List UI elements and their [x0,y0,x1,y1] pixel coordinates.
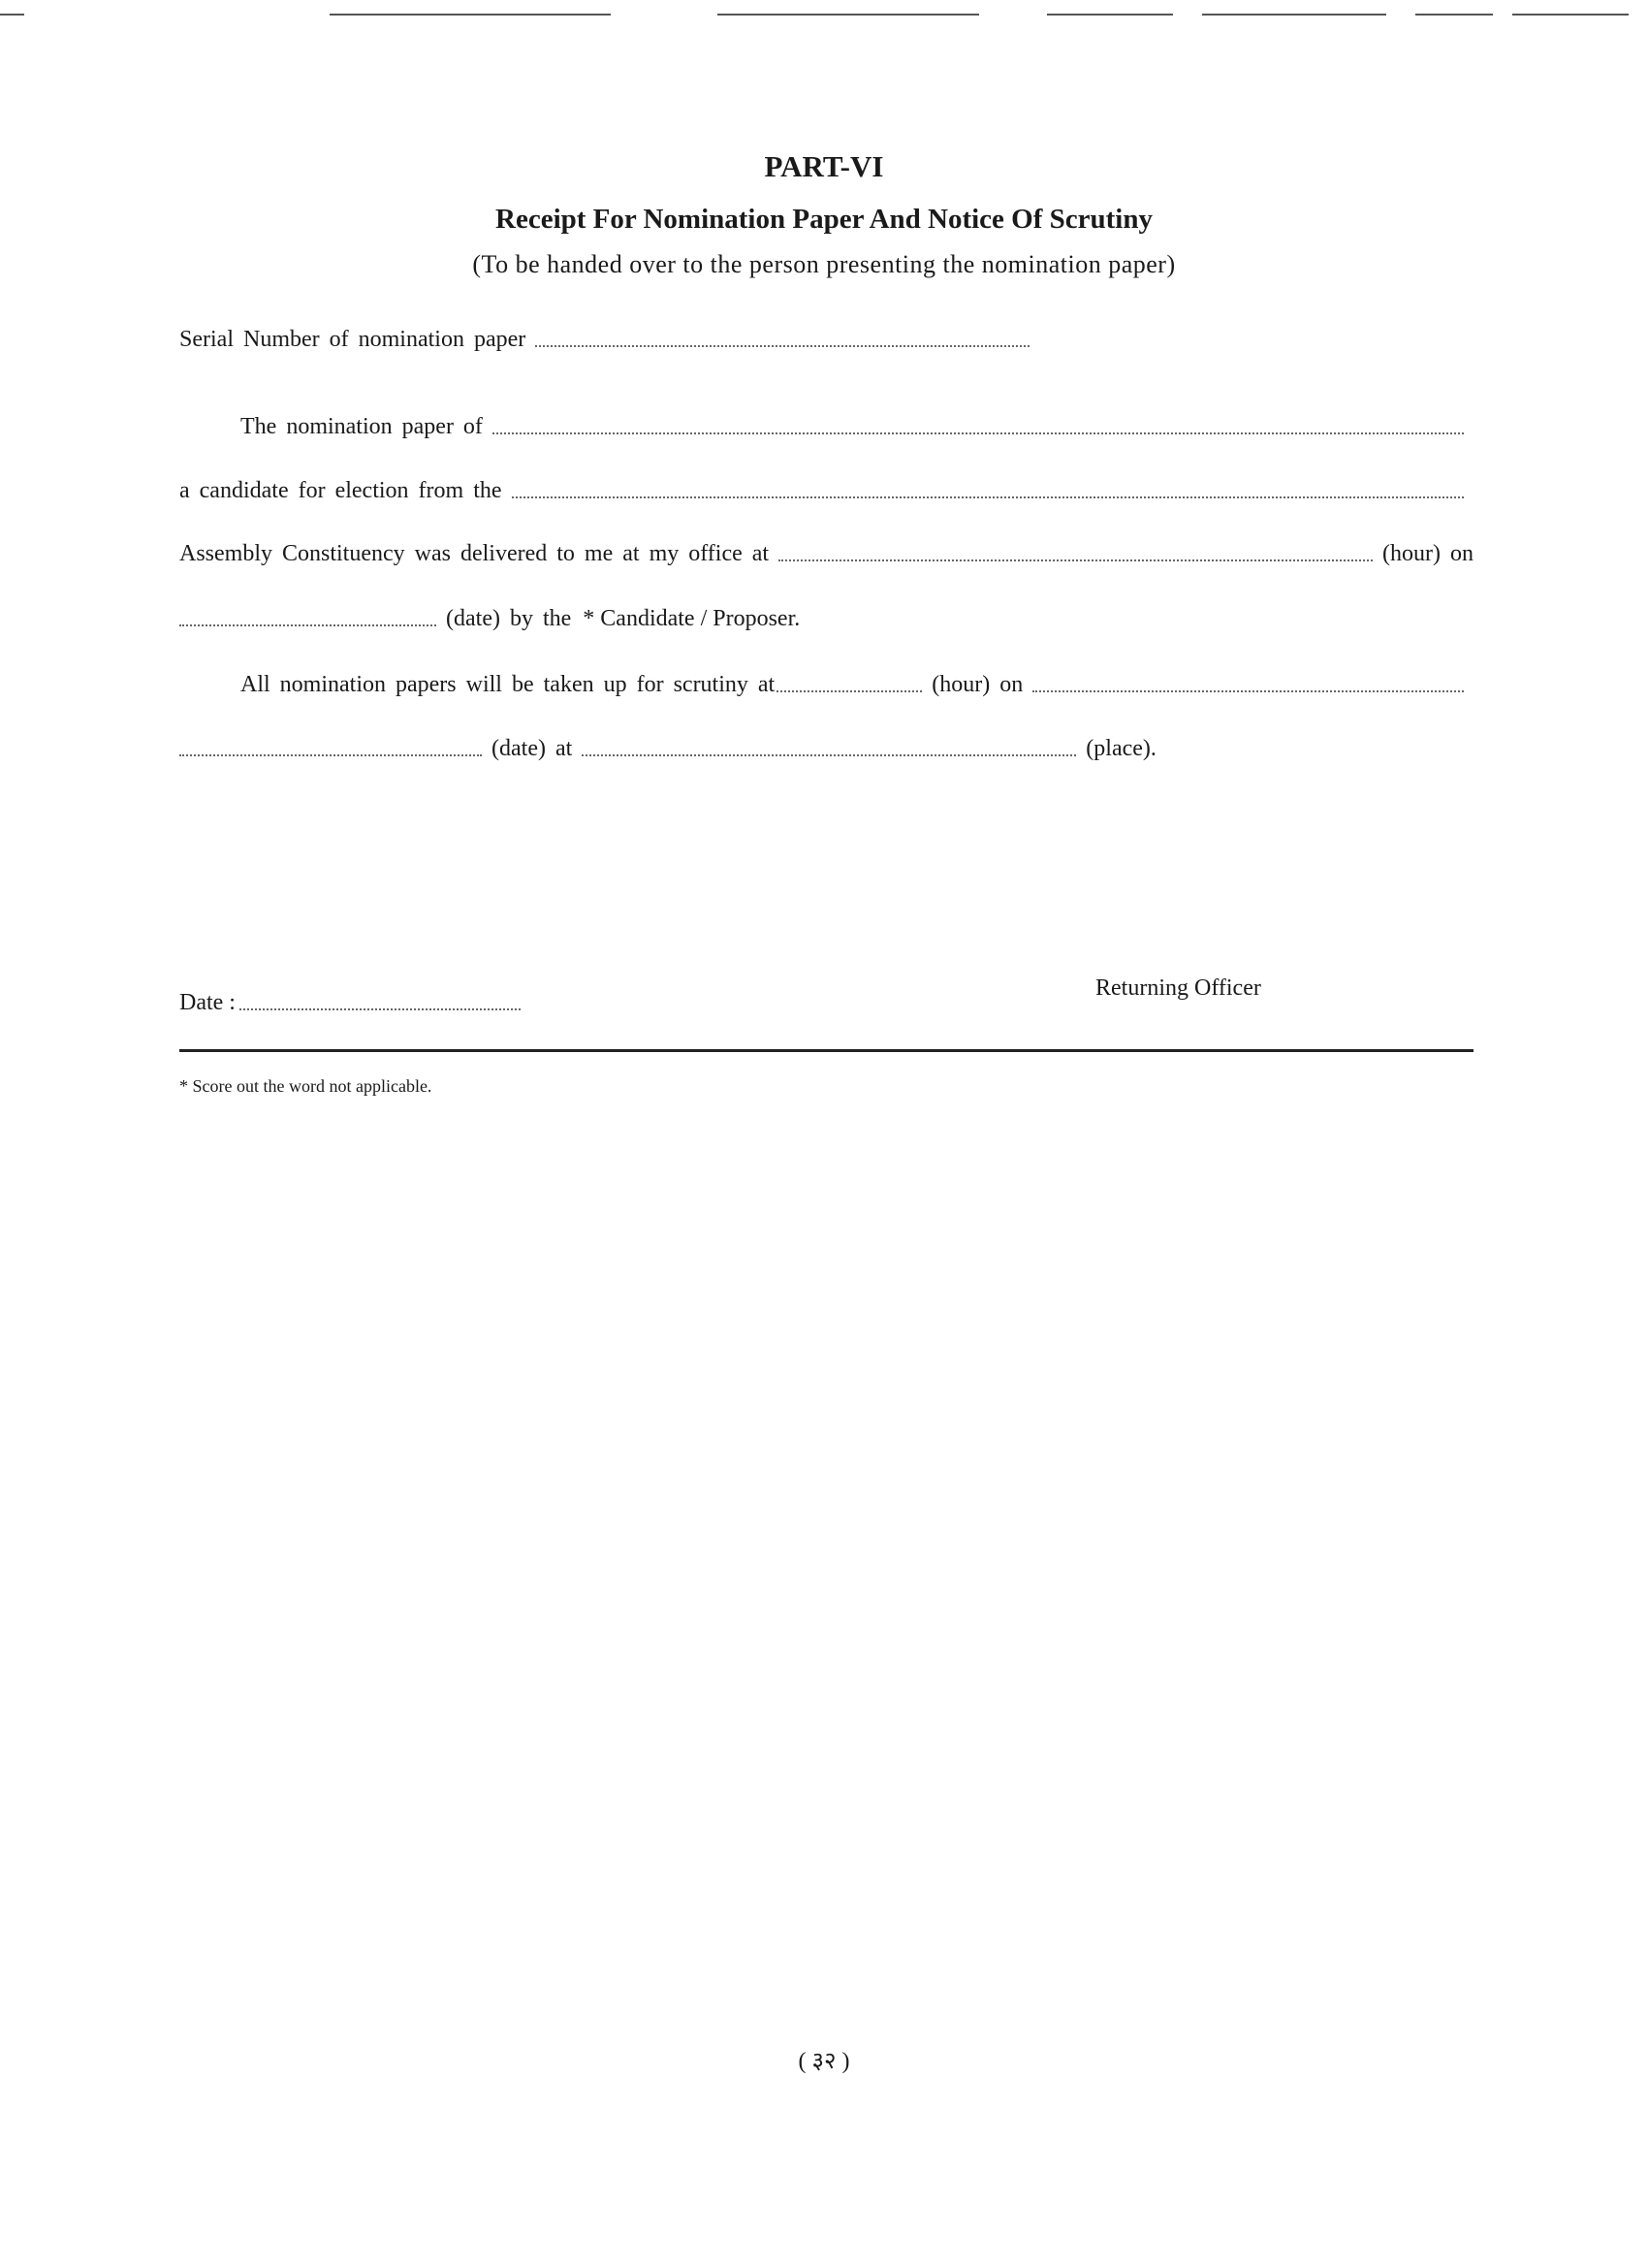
scrutiny-date-blank-2[interactable] [179,754,482,756]
form-title: Receipt For Nomination Paper And Notice Of Scrutiny [495,204,1153,235]
signature-date-blank[interactable] [239,1008,521,1010]
nomination-of-line [179,407,1474,440]
returning-officer-label: Returning Officer [1095,975,1261,1001]
scan-edge-line [1047,14,1173,16]
nomination-of-label: The nomination paper of [240,414,483,439]
scan-edge-line [330,14,611,16]
scan-edge-line [1512,14,1629,16]
serial-number-blank[interactable] [535,345,1030,347]
footnote: * Score out the word not applicable. [179,1076,432,1096]
date-by-label: (date) by the [446,606,572,631]
form-subtitle: (To be handed over to the person presenting the nomination paper) [472,250,1176,278]
scan-edge-line [1202,14,1386,16]
scrutiny-hour-blank[interactable] [776,690,922,692]
scan-edge-line [717,14,979,16]
date-label: Date : [179,990,236,1015]
delivered-line [179,534,1474,567]
candidate-proposer-label: * Candidate / Proposer. [583,606,801,631]
constituency-blank[interactable] [512,496,1464,498]
date-line [179,983,664,1016]
candidate-from-label: a candidate for election from the [179,478,502,503]
scrutiny-place-line [179,729,1474,762]
scrutiny-hour-on-label: (hour) on [932,672,1024,697]
page-number: ( ३२ ) [798,2049,850,2074]
serial-number-label: Serial Number of nomination paper [179,327,526,352]
date-at-label: (date) at [491,736,573,761]
candidate-from-line [179,471,1474,504]
scrutiny-date-blank-1[interactable] [1032,690,1464,692]
part-heading: PART-VI [764,149,884,183]
delivery-hour-blank[interactable] [778,559,1373,561]
place-label: (place). [1086,736,1157,761]
scan-edge-line [0,14,24,16]
delivered-label: Assembly Constituency was delivered to me at my office at [179,541,770,566]
serial-number-line [179,320,1474,353]
scan-edge-line [1415,14,1493,16]
delivery-date-blank[interactable] [179,624,436,626]
hour-on-label: (hour) on [1382,541,1474,566]
date-by-line [179,599,1474,632]
scrutiny-line [179,665,1474,698]
scrutiny-label: All nomination papers will be taken up for scrutiny at [240,672,776,697]
scrutiny-place-blank[interactable] [582,754,1076,756]
candidate-name-blank[interactable] [492,432,1464,434]
footer-rule [179,1049,1474,1052]
